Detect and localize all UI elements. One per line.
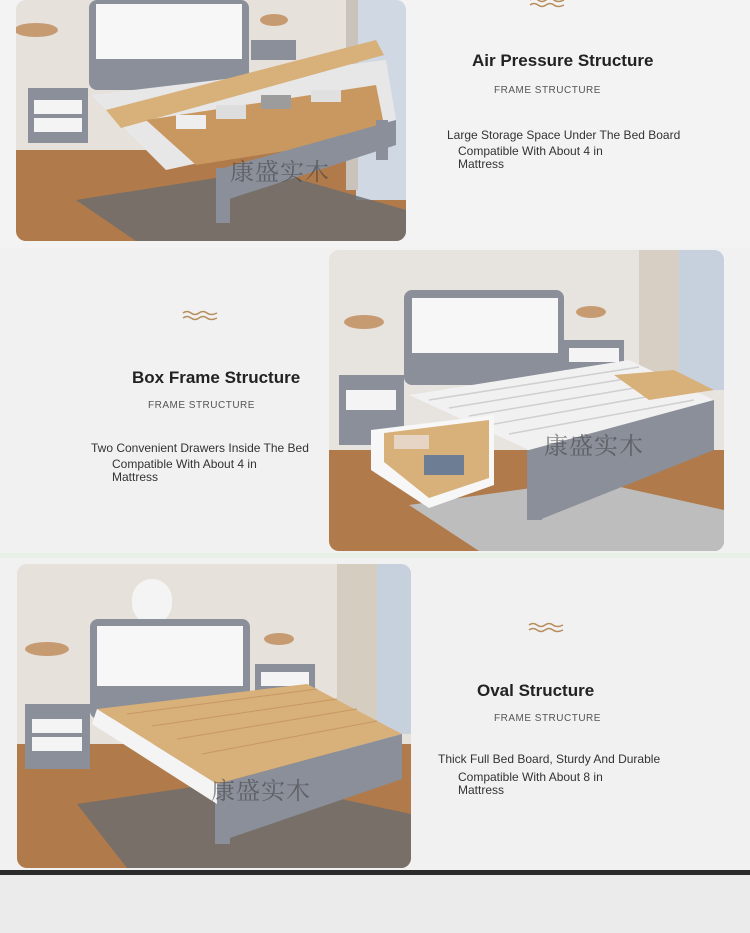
mattress-compat: Compatible With About 4 in Mattress <box>458 144 603 171</box>
section-subtitle: FRAME STRUCTURE <box>148 400 255 411</box>
wave-decoration-icon <box>529 0 565 10</box>
mattress-compat: Compatible With About 4 in Mattress <box>112 457 257 484</box>
section-title: Air Pressure Structure <box>472 51 654 70</box>
section-air-pressure <box>0 0 750 248</box>
oval-structure-bed-photo <box>17 564 411 868</box>
section-description: Large Storage Space Under The Bed Board <box>447 128 681 142</box>
watermark: 康盛实木 <box>211 778 311 805</box>
section-title: Box Frame Structure <box>132 368 301 387</box>
section-subtitle: FRAME STRUCTURE <box>494 85 601 96</box>
section-description: Two Convenient Drawers Inside The Bed <box>91 441 309 455</box>
section-box-frame <box>0 248 750 553</box>
footer-area <box>0 875 750 933</box>
section-subtitle: FRAME STRUCTURE <box>494 713 601 724</box>
section-description: Thick Full Bed Board, Sturdy And Durable <box>438 752 661 766</box>
mattress-compat: Compatible With About 8 in Mattress <box>458 770 603 797</box>
wave-decoration-icon <box>182 309 218 323</box>
air-pressure-bed-photo <box>16 0 406 241</box>
wave-decoration-icon <box>528 621 564 635</box>
box-frame-bed-photo <box>329 250 724 551</box>
watermark: 康盛实木 <box>544 433 644 460</box>
section-title: Oval Structure <box>477 681 595 700</box>
watermark: 康盛实木 <box>230 159 330 186</box>
section-oval <box>0 558 750 870</box>
